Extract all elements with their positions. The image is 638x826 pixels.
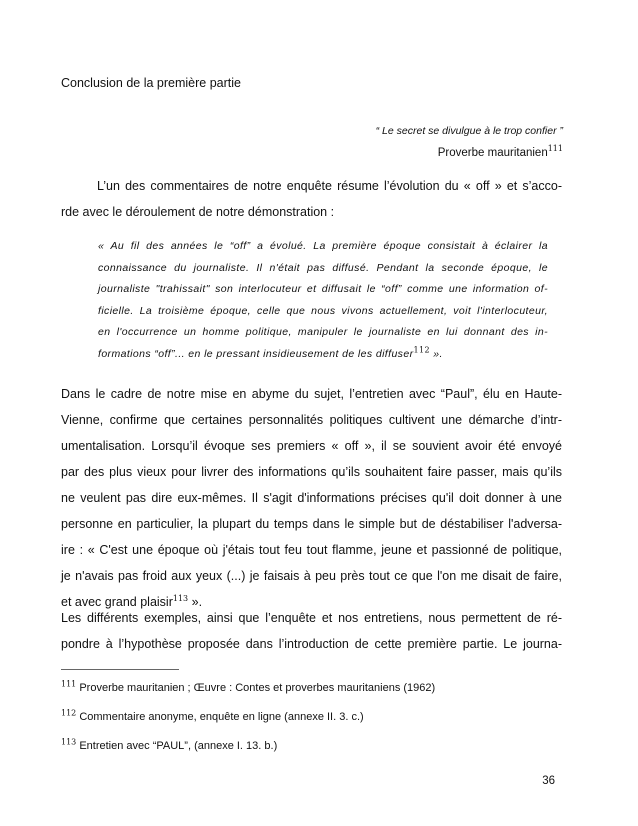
footnote-ref-111[interactable]: 111 — [547, 144, 563, 154]
footnote-number: 112 — [61, 708, 77, 718]
footnote-number: 113 — [61, 737, 77, 747]
quote-line: ficielle. La troisième époque, celle que nous vivons actuellement, voit l'interlocuteur, — [98, 304, 548, 317]
footnote-number: 111 — [61, 679, 77, 689]
quote-line: journaliste "trahissait" son interlocuteur et diffusait le “off” comme une information of- — [98, 283, 548, 295]
epigraph-source — [376, 142, 563, 164]
footnote-111 — [61, 679, 436, 694]
paragraph-line: pondre à l’hypothèse proposée dans l’introduction de cette première partie. Le journa- — [61, 637, 562, 651]
paragraph-line: personne en particulier, la plupart du temps dans le simple but de déstabiliser l'adversa- — [61, 517, 562, 531]
epigraph — [376, 120, 563, 164]
block-quote — [98, 236, 548, 365]
quote-close: ». — [429, 347, 443, 360]
footnote-112 — [61, 708, 364, 723]
footnote-ref-112[interactable]: 112 — [413, 345, 430, 354]
paragraph-line: rde avec le déroulement de notre démonstration : — [61, 205, 335, 219]
quote-line-last — [98, 344, 548, 366]
paragraph-conclusion — [61, 605, 562, 657]
paragraph-line: Les différents exemples, ainsi que l’enquête et nos entretiens, nous permettent de ré- — [61, 611, 562, 625]
quote-line-text: formations “off”... en le pressant insidieusement de les diffuser — [98, 347, 414, 360]
paragraph-line: Dans le cadre de notre mise en abyme du sujet, l’entretien avec “Paul”, élu en Haute- — [61, 387, 562, 401]
quote-line: « Au fil des années le “off” a évolué. La première époque consistait à éclairer la — [98, 240, 548, 252]
paragraph-line: je n'avais pas froid aux yeux (...) je faisais à peu près tout ce que l'on me disait de faire, — [61, 569, 562, 583]
footnote-text: Commentaire anonyme, enquête en ligne (annexe II. 3. c.) — [76, 711, 364, 723]
footnote-separator — [61, 669, 179, 670]
paragraph-line: Vienne, confirme que certaines personnalités politiques cultivent une démarche d’intr- — [61, 413, 562, 427]
paragraph-line: umentalisation. Lorsqu’il évoque ses premiers « off », il se souvient avoir été envoyé — [61, 439, 562, 453]
paragraph-paul — [61, 381, 562, 615]
epigraph-quote: “ Le secret se divulgue à le trop confier ” — [375, 125, 563, 137]
page-number: 36 — [542, 775, 555, 787]
footnote-ref-113[interactable]: 113 — [172, 593, 189, 603]
paragraph-line: ne veulent pas dire eux-mêmes. Il s'agit d'informations précises qu'il doit donner à une — [61, 491, 562, 505]
epigraph-source-text: Proverbe mauritanien — [437, 147, 548, 159]
footnote-text: Entretien avec “PAUL”, (annexe I. 13. b.) — [76, 740, 278, 752]
footnote-text: Proverbe mauritanien ; Œuvre : Contes et proverbes mauritaniens (1962) — [76, 682, 436, 694]
quote-line: connaissance du journaliste. Il n'était pas diffusé. Pendant la seconde époque, le — [98, 261, 548, 274]
quote-close: ». — [188, 595, 203, 609]
paragraph-line: par des plus vieux pour livrer des informations qu’ils souhaitent faire passer, mais qu’ils — [61, 465, 562, 479]
section-heading: Conclusion de la première partie — [61, 76, 241, 90]
quote-line: en l'occurrence un homme politique, manipuler le journaliste en lui donnant des in- — [98, 326, 548, 338]
paragraph-line: ire : « C'est une époque où j'étais tout feu tout flamme, jeune et passionné de politique, — [61, 543, 562, 557]
paragraph-line-text: et avec grand plaisir — [61, 595, 173, 609]
paragraph-intro — [61, 173, 562, 225]
paragraph-line: L’un des commentaires de notre enquête résume l’évolution du « off » et s’acco- — [97, 179, 562, 193]
footnote-113 — [61, 737, 278, 752]
